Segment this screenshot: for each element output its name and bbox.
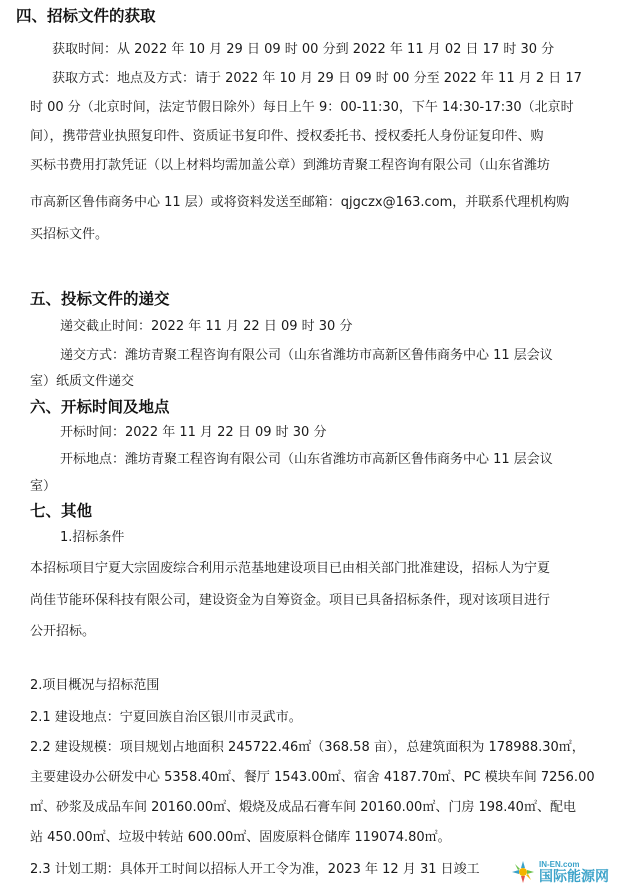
item-2-3: 2.3 计划工期：具体开工时间以招标人开工令为准，2023 年 12 月 31 日竣工: [30, 862, 480, 877]
sec4-line: 市高新区鲁伟商务中心 11 层）或将资料发送至邮箱：qjgczx@163.com，并联系代理机构购: [30, 195, 570, 210]
sec7-para1-line: 本招标项目宁夏大宗固废综合利用示范基地建设项目已由相关部门批准建设，招标人为宁夏: [30, 561, 551, 576]
sec4-line: 时 00 分（北京时间，法定节假日除外）每日上午 9：00-11:30，下午 14:30-17:30（北京时: [30, 100, 574, 115]
watermark-sub: IN-EN.com: [539, 859, 580, 869]
energy-logo-icon: [510, 859, 536, 885]
sec5-line: 室）纸质文件递交: [30, 374, 135, 389]
section-5-heading: 五、投标文件的递交: [30, 290, 170, 308]
watermark-main: 国际能源网: [539, 868, 609, 885]
sec5-line: 递交方式：潍坊青聚工程咨询有限公司（山东省潍坊市高新区鲁伟商务中心 11 层会议: [60, 348, 553, 363]
sec4-line: 获取时间：从 2022 年 10 月 29 日 09 时 00 分到 2022 年 11 月 02 日 17 时 30 分: [52, 42, 555, 57]
sec4-line: 买招标文件。: [30, 227, 109, 242]
item-2-2-line: 主要建设办公研发中心 5358.40㎡、餐厅 1543.00㎡、宿舍 4187.70㎡、PC 模块车间 7256.00: [30, 770, 595, 785]
sec4-line: 买标书费用打款凭证（以上材料均需加盖公章）到潍坊青聚工程咨询有限公司（山东省潍坊: [30, 158, 551, 173]
item-2-2-line: 站 450.00㎡、垃圾中转站 600.00㎡、固废原料仓储库 119074.80㎡。: [30, 830, 451, 845]
sec7-para1-line: 公开招标。: [30, 624, 96, 639]
item-2-2-line: 2.2 建设规模：项目规划占地面积 245722.46㎡（368.58 亩），总建筑面积为 178988.30㎡，: [30, 740, 585, 755]
sec5-line: 递交截止时间：2022 年 11 月 22 日 09 时 30 分: [60, 319, 353, 334]
sec6-line: 开标地点：潍坊青聚工程咨询有限公司（山东省潍坊市高新区鲁伟商务中心 11 层会议: [60, 452, 553, 467]
section-6-heading: 六、开标时间及地点: [30, 398, 170, 416]
sec7-para1-line: 尚佳节能环保科技有限公司，建设资金为自筹资金。项目已具备招标条件，现对该项目进行: [30, 593, 551, 608]
item-2-1: 2.1 建设地点：宁夏回族自治区银川市灵武市。: [30, 710, 302, 725]
sec6-line: 开标时间：2022 年 11 月 22 日 09 时 30 分: [60, 425, 327, 440]
sec7-subheading-1: 1.招标条件: [60, 530, 125, 545]
watermark-logo: [510, 859, 609, 885]
section-7-heading: 七、其他: [30, 502, 93, 520]
sec7-subheading-2: 2.项目概况与招标范围: [30, 678, 160, 693]
sec4-line: 间），携带营业执照复印件、资质证书复印件、授权委托书、授权委托人身份证复印件、购: [30, 129, 544, 144]
section-4-heading: 四、招标文件的获取: [16, 7, 156, 25]
item-2-2-line: ㎡、砂浆及成品车间 20160.00㎡、煅烧及成品石膏车间 20160.00㎡、门房 198.40㎡、配电: [30, 800, 576, 815]
sec6-line: 室）: [30, 479, 57, 494]
sec4-line: 获取方式：地点及方式：请于 2022 年 10 月 29 日 09 时 00 分至 2022 年 11 月 2 日 17: [52, 71, 582, 86]
